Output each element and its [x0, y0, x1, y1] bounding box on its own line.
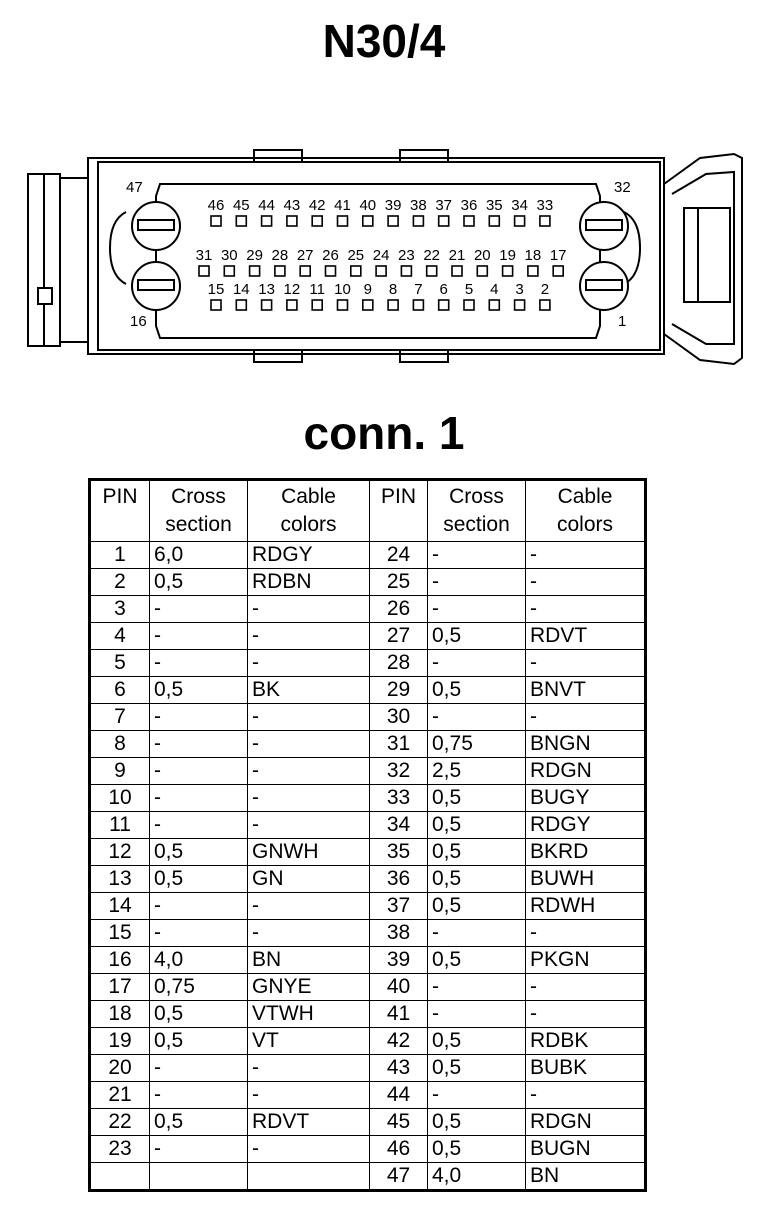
pin-cavity — [338, 300, 348, 310]
pin-cavity — [312, 216, 322, 226]
cable-color-cell: GNWH — [248, 839, 370, 866]
pin-cavity — [401, 266, 411, 276]
pin-cell: 15 — [90, 920, 150, 947]
pin-cavity — [211, 300, 221, 310]
pin-cell: 2 — [90, 569, 150, 596]
pin-cavity — [262, 300, 272, 310]
cable-color-cell: - — [526, 569, 646, 596]
table-row — [90, 758, 646, 785]
cross-section-cell: 4,0 — [150, 947, 248, 974]
cross-section-cell: 0,5 — [428, 1109, 526, 1136]
pin-number-label: 11 — [309, 281, 325, 298]
pin-cavity — [439, 300, 449, 310]
pin-cavity — [515, 216, 525, 226]
cross-section-cell: 0,5 — [428, 947, 526, 974]
pin-cavity — [199, 266, 209, 276]
pin-number-label: 27 — [296, 247, 314, 264]
pin-cell: 43 — [370, 1055, 428, 1082]
pin-cavity — [236, 300, 246, 310]
cable-color-cell: - — [248, 758, 370, 785]
cable-color-cell: - — [248, 785, 370, 812]
cable-color-cell — [248, 1163, 370, 1191]
table-row — [90, 1055, 646, 1082]
table-header-cell: Cable colors — [248, 480, 370, 542]
cross-section-cell: 0,5 — [150, 569, 248, 596]
table-header-cell: Cable colors — [526, 480, 646, 542]
pin-number-label: 34 — [511, 197, 528, 214]
pin-cell: 20 — [90, 1055, 150, 1082]
pin-cell: 24 — [370, 542, 428, 569]
cable-color-cell: VTWH — [248, 1001, 370, 1028]
cross-section-cell: 0,5 — [428, 1136, 526, 1163]
cable-color-cell: RDBK — [526, 1028, 646, 1055]
cable-color-cell: RDWH — [526, 893, 646, 920]
pin-cavity — [300, 266, 310, 276]
pin-cavity — [287, 300, 297, 310]
cross-section-cell: 4,0 — [428, 1163, 526, 1191]
table-row — [90, 785, 646, 812]
table-row — [90, 596, 646, 623]
pin-number-label: 42 — [308, 197, 326, 214]
cable-color-cell: BNVT — [526, 677, 646, 704]
cable-color-cell: GNYE — [248, 974, 370, 1001]
cross-section-cell: 0,5 — [428, 785, 526, 812]
cable-color-cell: - — [526, 974, 646, 1001]
pin-cavity — [413, 216, 423, 226]
pin-cavity — [477, 266, 487, 276]
pin-cavity — [250, 266, 260, 276]
pin-number-label: 20 — [473, 247, 491, 264]
pin-cell — [90, 1163, 150, 1191]
cable-color-cell: PKGN — [526, 947, 646, 974]
cross-section-cell: 0,5 — [428, 1028, 526, 1055]
cable-color-cell: RDGY — [526, 812, 646, 839]
cross-section-cell: - — [428, 596, 526, 623]
pin-number-label: 10 — [334, 281, 351, 298]
cross-section-cell: 0,5 — [150, 677, 248, 704]
cross-section-cell: - — [150, 893, 248, 920]
pin-cavity — [262, 216, 272, 226]
pin-cell: 34 — [370, 812, 428, 839]
pin-cavity — [427, 266, 437, 276]
cable-color-cell: BNGN — [526, 731, 646, 758]
pin-number-label: 5 — [464, 281, 474, 298]
table-row — [90, 569, 646, 596]
connector-diagram — [0, 148, 768, 368]
cable-color-cell: - — [248, 920, 370, 947]
cross-section-cell: 0,75 — [150, 974, 248, 1001]
pin-cavity — [413, 300, 423, 310]
table-row — [90, 677, 646, 704]
table-row — [90, 1082, 646, 1109]
cable-color-cell: - — [248, 812, 370, 839]
table-row — [90, 1109, 646, 1136]
table-row — [90, 812, 646, 839]
pin-cavity — [211, 216, 221, 226]
cable-color-cell: BN — [248, 947, 370, 974]
cross-section-cell: - — [150, 1082, 248, 1109]
pin-cavity — [540, 300, 550, 310]
cable-color-cell: BUBK — [526, 1055, 646, 1082]
cross-section-cell: - — [428, 542, 526, 569]
pin-number-label: 24 — [372, 247, 390, 264]
pin-cell: 31 — [370, 731, 428, 758]
pin-number-label: 4 — [490, 281, 499, 298]
pin-number-label: 37 — [435, 197, 453, 214]
cross-section-cell: 0,5 — [150, 839, 248, 866]
cable-color-cell: - — [526, 704, 646, 731]
pin-cell: 7 — [90, 704, 150, 731]
table-row — [90, 704, 646, 731]
pin-cell: 5 — [90, 650, 150, 677]
pin-cavity — [388, 300, 398, 310]
pin-cell: 28 — [370, 650, 428, 677]
pin-cell: 11 — [90, 812, 150, 839]
pin-cavity — [464, 216, 474, 226]
cable-color-cell: RDVT — [526, 623, 646, 650]
pin-number-label: 44 — [258, 197, 275, 214]
cable-color-cell: - — [248, 731, 370, 758]
cable-color-cell: BUGN — [526, 1136, 646, 1163]
pin-cavity — [540, 216, 550, 226]
cable-color-cell: - — [248, 893, 370, 920]
table-row — [90, 1001, 646, 1028]
cable-color-cell: RDBN — [248, 569, 370, 596]
cross-section-cell: - — [428, 920, 526, 947]
cross-section-cell: 0,5 — [150, 1109, 248, 1136]
pin-number-label: 28 — [271, 247, 289, 264]
table-row — [90, 1163, 646, 1191]
cross-section-cell: - — [150, 596, 248, 623]
pin-cell: 37 — [370, 893, 428, 920]
table-row — [90, 974, 646, 1001]
table-row — [90, 731, 646, 758]
pin-number-label: 25 — [347, 247, 365, 264]
table-row — [90, 1136, 646, 1163]
cable-color-cell: - — [248, 650, 370, 677]
cable-color-cell: BK — [248, 677, 370, 704]
cable-color-cell: - — [248, 704, 370, 731]
cable-color-cell: - — [248, 623, 370, 650]
cross-section-cell: 0,5 — [150, 1001, 248, 1028]
pin-cell: 8 — [90, 731, 150, 758]
cable-color-cell: BUWH — [526, 866, 646, 893]
cross-section-cell: 6,0 — [150, 542, 248, 569]
cross-section-cell: - — [150, 1055, 248, 1082]
pin-cell: 17 — [90, 974, 150, 1001]
pin-cell: 18 — [90, 1001, 150, 1028]
pin-number-label: 14 — [232, 281, 250, 298]
cable-color-cell: - — [248, 1136, 370, 1163]
page-title: N30/4 — [322, 15, 446, 67]
cross-section-cell: - — [428, 974, 526, 1001]
pin-cell: 25 — [370, 569, 428, 596]
table-row — [90, 893, 646, 920]
pin-cavity — [452, 266, 462, 276]
pin-cell: 21 — [90, 1082, 150, 1109]
cross-section-cell: 0,5 — [428, 812, 526, 839]
cross-section-cell: - — [150, 920, 248, 947]
pin-cavity — [363, 300, 373, 310]
pin-number-label: 38 — [410, 197, 427, 214]
cross-section-cell: - — [150, 650, 248, 677]
cross-section-cell: - — [150, 812, 248, 839]
cable-color-cell: BUGY — [526, 785, 646, 812]
table-row — [90, 920, 646, 947]
cross-section-cell: - — [150, 758, 248, 785]
cable-color-cell: RDGY — [248, 542, 370, 569]
pin-number-label: 36 — [460, 197, 478, 214]
pin-number-label: 15 — [207, 281, 225, 298]
cable-color-cell: - — [248, 596, 370, 623]
pin-number-label: 29 — [246, 247, 263, 264]
pin-number-label: 22 — [423, 247, 441, 264]
pin-cell: 27 — [370, 623, 428, 650]
pin-number-label: 8 — [388, 281, 398, 298]
pin-cell: 12 — [90, 839, 150, 866]
pin-cavity — [326, 266, 336, 276]
pin-cell: 9 — [90, 758, 150, 785]
pin-number-label: 46 — [207, 197, 225, 214]
pin-cavity — [338, 216, 348, 226]
table-row — [90, 947, 646, 974]
cross-section-cell: - — [428, 1001, 526, 1028]
pin-number-label: 41 — [334, 197, 351, 214]
pin-number-label: 45 — [232, 197, 250, 214]
pin-cell: 13 — [90, 866, 150, 893]
pin-cell: 30 — [370, 704, 428, 731]
cross-section-cell — [150, 1163, 248, 1191]
pin-cavity — [515, 300, 525, 310]
cross-section-cell: - — [428, 569, 526, 596]
pin-number-label: 30 — [220, 247, 238, 264]
cable-color-cell: - — [526, 920, 646, 947]
pin-cell: 35 — [370, 839, 428, 866]
pin-cell: 39 — [370, 947, 428, 974]
cross-section-cell: 0,5 — [428, 623, 526, 650]
table-header-cell: PIN — [370, 480, 428, 542]
pin-cavity — [528, 266, 538, 276]
pin-number-label: 18 — [524, 247, 542, 264]
pin-cavity — [489, 300, 499, 310]
cross-section-cell: 0,5 — [150, 1028, 248, 1055]
pin-number-label: 6 — [439, 281, 448, 298]
pin-cell: 22 — [90, 1109, 150, 1136]
cable-color-cell: RDVT — [248, 1109, 370, 1136]
pin-number-label: 43 — [283, 197, 301, 214]
cable-color-cell: RDGN — [526, 1109, 646, 1136]
pin-number-label: 12 — [283, 281, 301, 298]
cross-section-cell: - — [428, 1082, 526, 1109]
cross-section-cell: 0,75 — [428, 731, 526, 758]
cross-section-cell: 0,5 — [428, 893, 526, 920]
pin-cavity — [464, 300, 474, 310]
cross-section-cell: - — [428, 650, 526, 677]
pin-number-label: 17 — [549, 247, 567, 264]
pin-cavity — [224, 266, 234, 276]
pin-cavity — [312, 300, 322, 310]
cable-color-cell: - — [526, 1001, 646, 1028]
cable-color-cell: - — [526, 596, 646, 623]
cross-section-cell: 0,5 — [428, 839, 526, 866]
pin-cell: 44 — [370, 1082, 428, 1109]
pin-cell: 10 — [90, 785, 150, 812]
cross-section-cell: 2,5 — [428, 758, 526, 785]
pin-cavity — [275, 266, 285, 276]
table-row — [90, 866, 646, 893]
pin-cell: 26 — [370, 596, 428, 623]
table-header-cell: Cross section — [150, 480, 248, 542]
cable-color-cell: BKRD — [526, 839, 646, 866]
pin-cavity — [553, 266, 563, 276]
pin-cell: 29 — [370, 677, 428, 704]
pin-cell: 23 — [90, 1136, 150, 1163]
pin-number-label: 31 — [195, 247, 213, 264]
pin-number-label: 7 — [414, 281, 423, 298]
pin-cavity — [489, 216, 499, 226]
cable-color-cell: - — [248, 1082, 370, 1109]
pin-number-label: 33 — [536, 197, 554, 214]
pin-cavity — [376, 266, 386, 276]
pin-number-label: 26 — [322, 247, 339, 264]
cross-section-cell: 0,5 — [150, 866, 248, 893]
pin-cell: 19 — [90, 1028, 150, 1055]
cable-color-cell: - — [526, 650, 646, 677]
corner-label-top-right: 32 — [614, 179, 631, 196]
table-header-row — [90, 480, 646, 542]
cross-section-cell: - — [428, 704, 526, 731]
pin-cell: 42 — [370, 1028, 428, 1055]
pin-cell: 4 — [90, 623, 150, 650]
pin-cell: 1 — [90, 542, 150, 569]
table-row — [90, 623, 646, 650]
pin-cell: 6 — [90, 677, 150, 704]
pin-cavity — [388, 216, 398, 226]
table-row — [90, 1028, 646, 1055]
pin-cell: 46 — [370, 1136, 428, 1163]
cable-color-cell: VT — [248, 1028, 370, 1055]
table-row — [90, 542, 646, 569]
pin-number-label: 19 — [499, 247, 516, 264]
pin-cavity — [351, 266, 361, 276]
pin-cell: 41 — [370, 1001, 428, 1028]
pin-cell: 40 — [370, 974, 428, 1001]
corner-label-top-left: 47 — [126, 179, 143, 196]
pin-cavity — [503, 266, 513, 276]
pin-number-label: 2 — [540, 281, 550, 298]
pin-table — [88, 478, 647, 1192]
connector-subtitle: conn. 1 — [303, 407, 465, 459]
cross-section-cell: 0,5 — [428, 866, 526, 893]
pin-cell: 38 — [370, 920, 428, 947]
cross-section-cell: - — [150, 1136, 248, 1163]
cross-section-cell: - — [150, 731, 248, 758]
pin-cell: 32 — [370, 758, 428, 785]
pin-number-label: 3 — [515, 281, 524, 298]
pin-cell: 33 — [370, 785, 428, 812]
cross-section-cell: 0,5 — [428, 677, 526, 704]
table-header-cell: Cross section — [428, 480, 526, 542]
cable-color-cell: RDGN — [526, 758, 646, 785]
pin-number-label: 9 — [363, 281, 372, 298]
corner-label-bottom-left: 16 — [130, 313, 147, 330]
table-row — [90, 650, 646, 677]
pin-cell: 14 — [90, 893, 150, 920]
cable-color-cell: - — [248, 1055, 370, 1082]
pin-number-label: 40 — [359, 197, 377, 214]
cross-section-cell: 0,5 — [428, 1055, 526, 1082]
cross-section-cell: - — [150, 785, 248, 812]
pin-number-label: 23 — [398, 247, 415, 264]
table-row — [90, 839, 646, 866]
cross-section-cell: - — [150, 704, 248, 731]
corner-label-bottom-right: 1 — [618, 313, 627, 330]
pin-cavity — [236, 216, 246, 226]
pin-number-label: 21 — [448, 247, 466, 264]
pin-number-label: 13 — [258, 281, 275, 298]
pin-cell: 36 — [370, 866, 428, 893]
cable-color-cell: - — [526, 542, 646, 569]
cross-section-cell: - — [150, 623, 248, 650]
pin-number-label: 39 — [384, 197, 402, 214]
table-header-cell: PIN — [90, 480, 150, 542]
pin-cell: 3 — [90, 596, 150, 623]
pin-cavity — [287, 216, 297, 226]
pin-cavity — [439, 216, 449, 226]
pin-cell: 45 — [370, 1109, 428, 1136]
pin-number-label: 35 — [485, 197, 503, 214]
pin-cavity — [363, 216, 373, 226]
cable-color-cell: BN — [526, 1163, 646, 1191]
pin-cell: 47 — [370, 1163, 428, 1191]
cable-color-cell: - — [526, 1082, 646, 1109]
pin-cell: 16 — [90, 947, 150, 974]
cable-color-cell: GN — [248, 866, 370, 893]
